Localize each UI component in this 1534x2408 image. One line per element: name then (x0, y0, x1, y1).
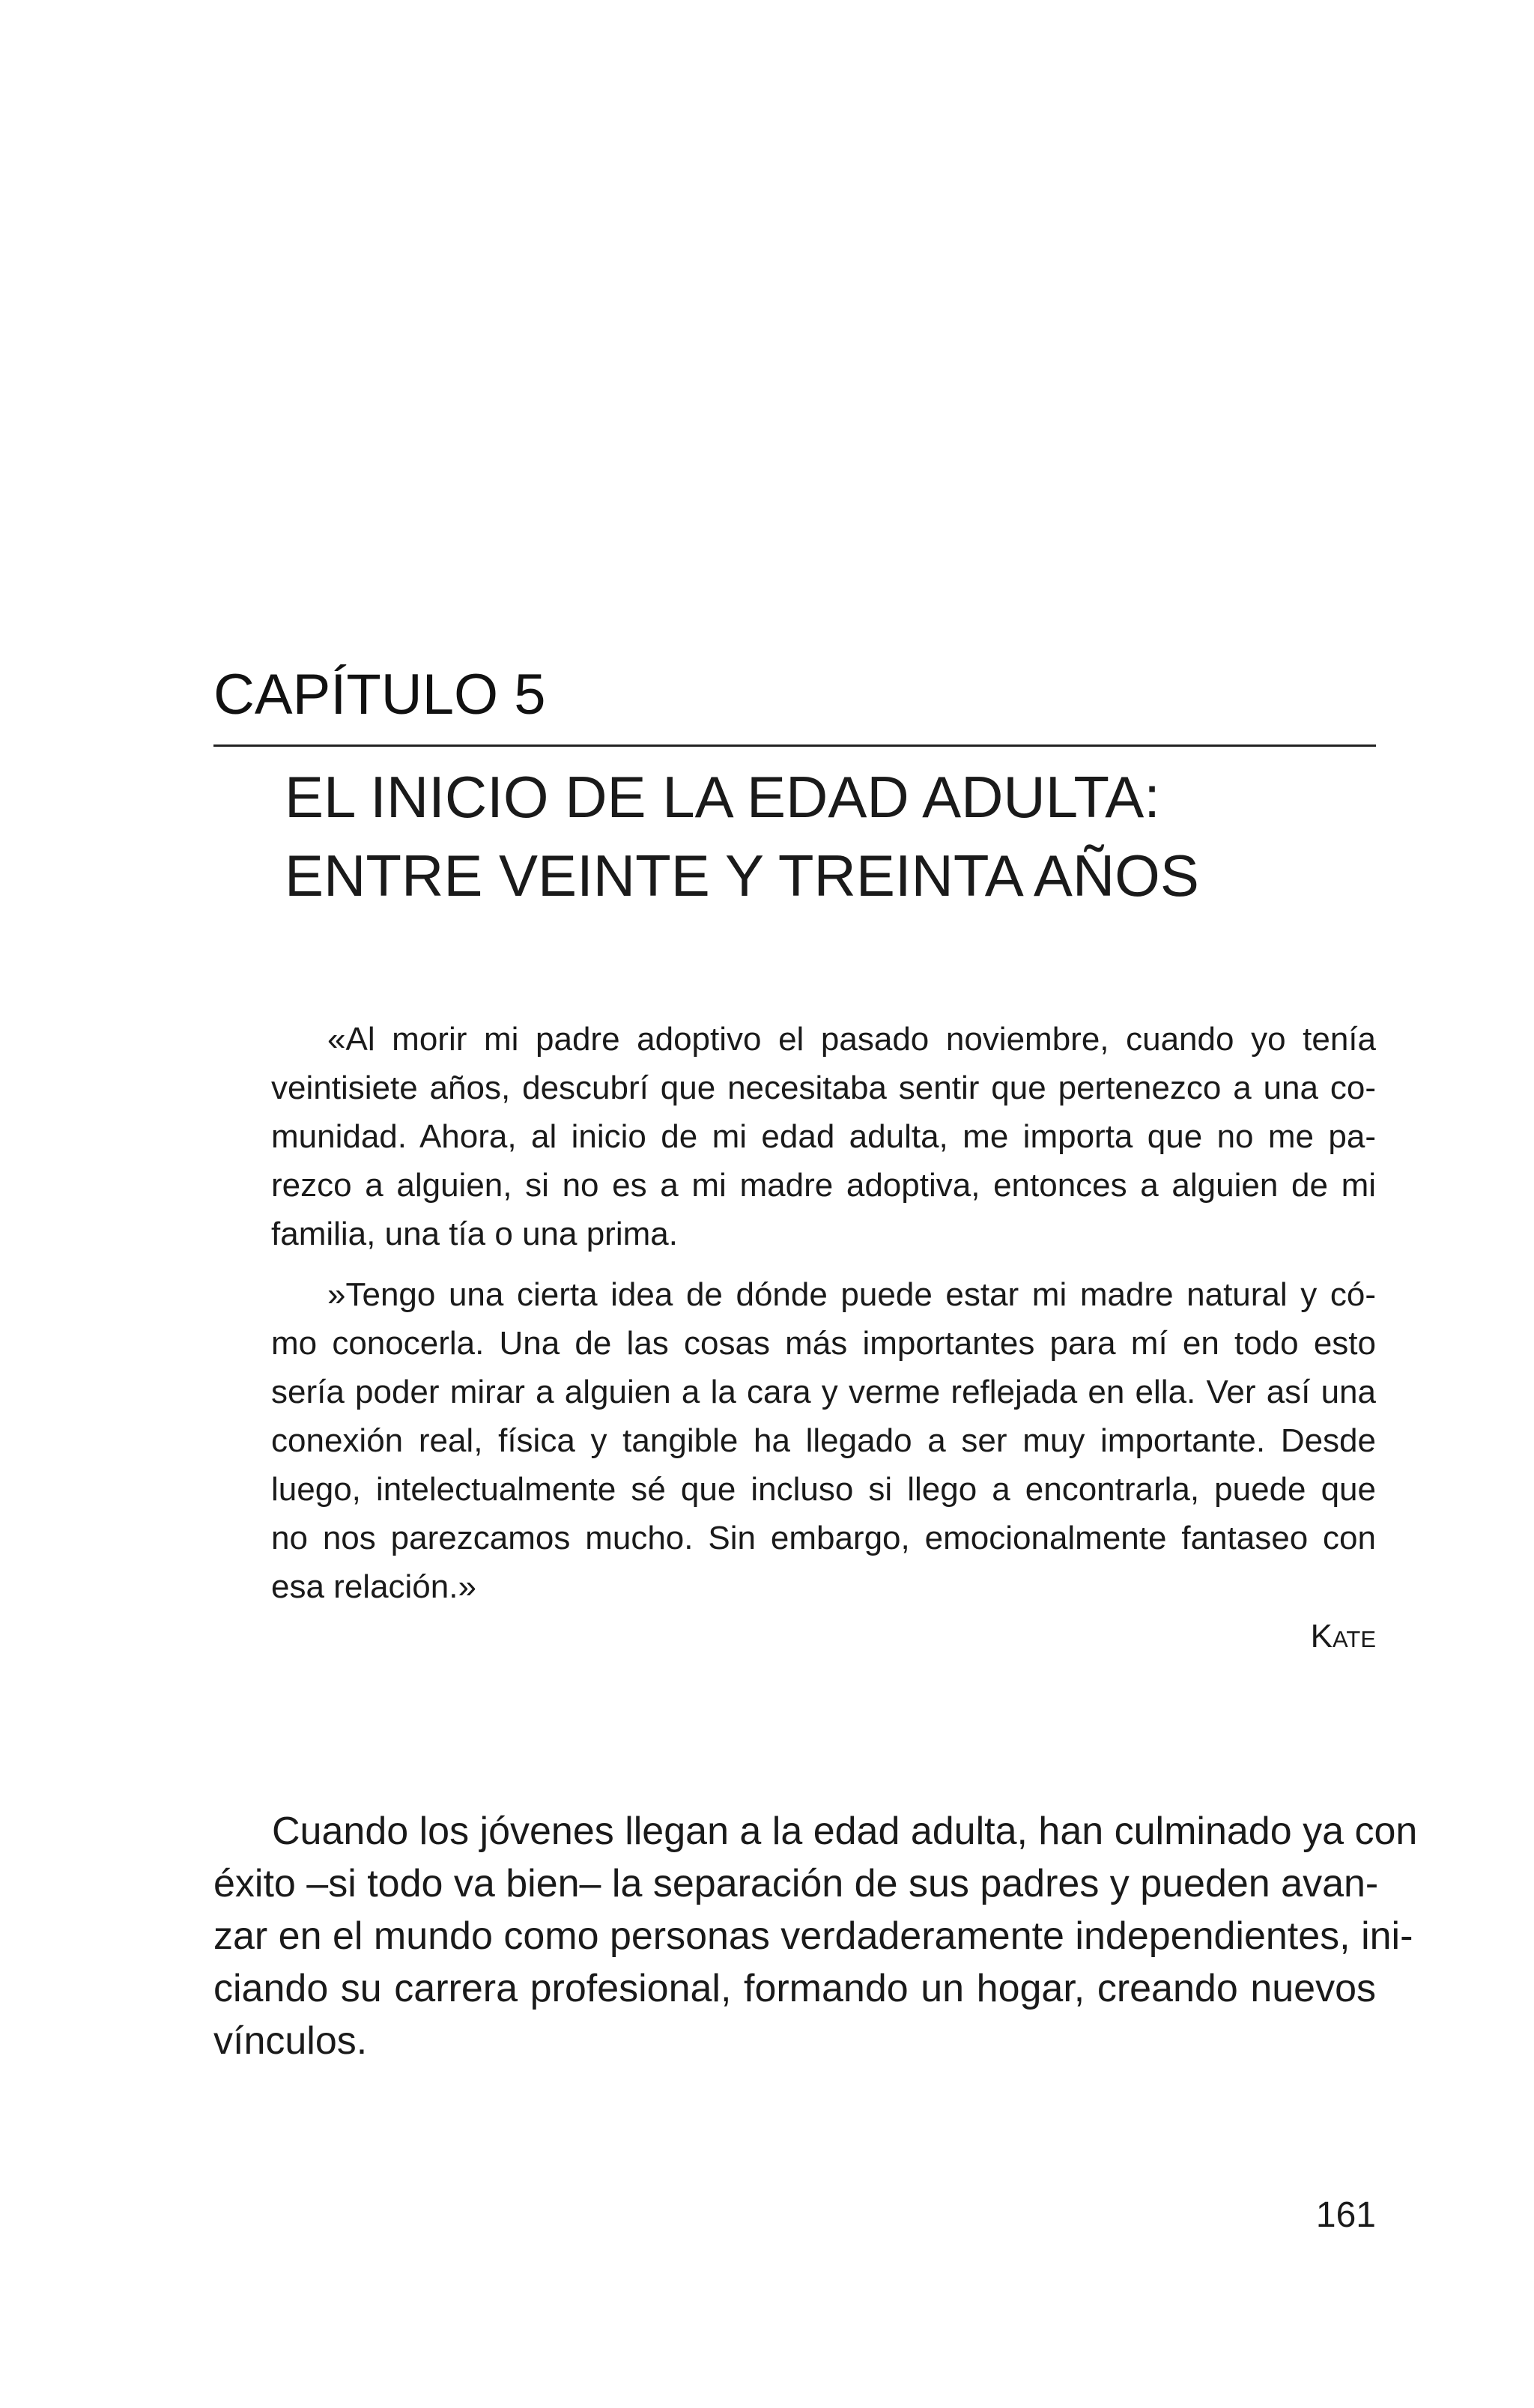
epigraph-line: luego, intelectualmente sé que incluso si llego a encontrarla, puede que (271, 1471, 1376, 1508)
epigraph-paragraph (271, 1015, 1376, 1258)
chapter-divider (213, 744, 1376, 747)
epigraph-line: «Al morir mi padre adoptivo el pasado noviembre, cuando yo tenía (327, 1021, 1376, 1058)
epigraph-line: sería poder mirar a alguien a la cara y verme reflejada en ella. Ver así una (271, 1374, 1376, 1410)
chapter-label: CAPÍTULO 5 (213, 663, 546, 727)
epigraph-line: mo conocerla. Una de las cosas más importantes para mí en todo esto (271, 1325, 1376, 1362)
body-line: éxito –si todo va bien– la separación de sus padres y pueden avan- (213, 1862, 1379, 1905)
epigraph-line: conexión real, física y tangible ha llegado a ser muy importante. Desde (271, 1422, 1376, 1459)
epigraph-attribution: Kate (1310, 1618, 1376, 1655)
chapter-title-line: EL INICIO DE LA EDAD ADULTA: (285, 764, 1160, 830)
page-number: 161 (1315, 2195, 1376, 2235)
body-line: zar en el mundo como personas verdaderamente independientes, ini- (213, 1914, 1413, 1958)
epigraph-quote (271, 1015, 1376, 1623)
epigraph-line: veintisiete años, descubrí que necesitaba sentir que pertenezco a una co- (271, 1070, 1376, 1106)
body-line: ciando su carrera profesional, formando un hogar, creando nuevos (213, 1967, 1376, 2010)
epigraph-line: esa relación.» (271, 1568, 476, 1605)
body-line: Cuando los jóvenes llegan a la edad adulta, han culminado ya con (272, 1810, 1418, 1853)
epigraph-paragraph (271, 1270, 1376, 1611)
chapter-title (285, 758, 1371, 915)
epigraph-line: familia, una tía o una prima. (271, 1216, 678, 1252)
epigraph-line: »Tengo una cierta idea de dónde puede estar mi madre natural y có- (327, 1276, 1376, 1313)
epigraph-line: rezco a alguien, si no es a mi madre adoptiva, entonces a alguien de mi (271, 1167, 1376, 1204)
epigraph-line: munidad. Ahora, al inicio de mi edad adulta, me importa que no me pa- (271, 1118, 1376, 1155)
body-line: vínculos. (213, 2019, 368, 2063)
epigraph-line: no nos parezcamos mucho. Sin embargo, emocionalmente fantaseo con (271, 1520, 1376, 1556)
chapter-title-line: ENTRE VEINTE Y TREINTA AÑOS (285, 843, 1199, 909)
body-paragraph (213, 1805, 1418, 2067)
